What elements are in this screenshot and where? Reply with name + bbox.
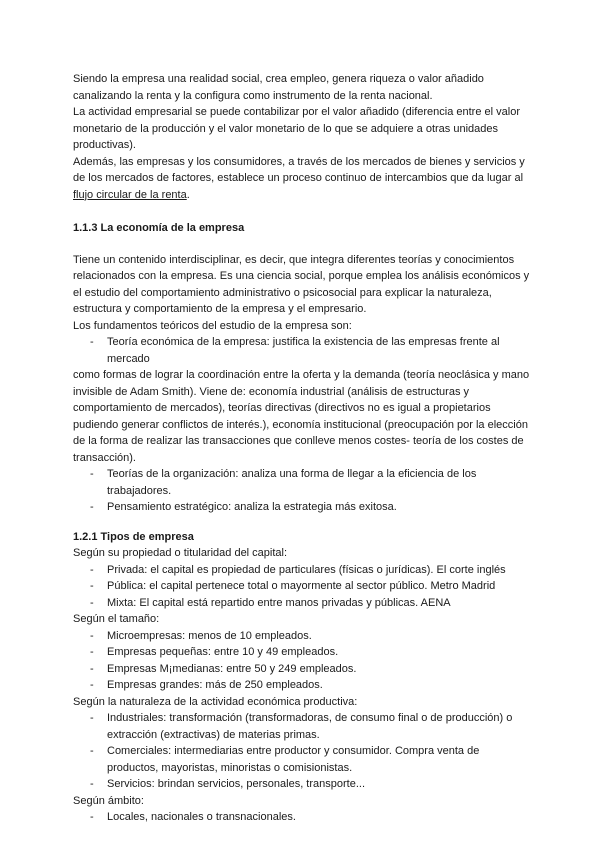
list-item-text: Locales, nacionales o transnacionales. [107, 811, 296, 823]
dash-bullet: - [90, 596, 94, 609]
dash-bullet: - [90, 778, 94, 790]
section-heading-economia: 1.1.3 La economía de la empresa [73, 222, 245, 234]
economia-paragraph-2: Los fundamentos teóricos del estudio de la empresa son: [73, 319, 352, 332]
list-item-text: Servicios: brindan servicios, personales, transporte... [107, 778, 366, 790]
dash-bullet: - [90, 563, 94, 576]
document-body [73, 71, 533, 826]
list-item [73, 466, 533, 499]
group-label-naturaleza: Según la naturaleza de la actividad económica productiva: [73, 695, 358, 708]
list-item [73, 743, 533, 776]
list-item-text: Pública: el capital pertenece total o mayormente al sector público. Metro Madrid [107, 580, 496, 592]
intro-paragraph-1: Siendo la empresa una realidad social, crea empleo, genera riqueza o valor añadido canalizando la renta y la configura como instrumento de la renta nacional. [73, 73, 484, 102]
list-item-text: Privada: el capital es propiedad de particulares (físicas o jurídicas). El corte inglés [107, 563, 506, 576]
intro-paragraph-3-end: . [186, 188, 190, 201]
list-item [73, 628, 533, 645]
list-item-text: Mixta: El capital está repartido entre manos privadas y públicas. AENA [107, 596, 451, 609]
list-item-text: Empresas M¡medianas: entre 50 y 249 empleados. [107, 662, 357, 675]
fundamentos-list-b [73, 466, 533, 516]
dash-bullet: - [90, 662, 94, 675]
section-heading-tipos: 1.2.1 Tipos de empresa [73, 530, 194, 543]
group-label-tamano: Según el tamaño: [73, 613, 160, 625]
list-item [73, 644, 533, 661]
dash-bullet: - [90, 629, 94, 642]
list-item-text: Empresas pequeñas: entre 10 y 49 empleados. [107, 646, 339, 658]
list-item-text: Industriales: transformación (transformadoras, de consumo final o de producción) o extracción (extractivas) de materias primas. [107, 712, 513, 741]
list-item [73, 710, 533, 743]
group-label-propiedad: Según su propiedad o titularidad del capital: [73, 547, 288, 559]
list-ambito [73, 809, 533, 826]
dash-bullet: - [90, 580, 94, 592]
list-item-text: Teoría económica de la empresa: justifica la existencia de las empresas frente al mercado [107, 336, 500, 365]
intro-paragraph-3 [73, 154, 533, 204]
list-item [73, 661, 533, 678]
list-naturaleza [73, 710, 533, 793]
dash-bullet: - [90, 745, 94, 757]
list-item-text: Pensamiento estratégico: analiza la estrategia más exitosa. [107, 501, 397, 513]
list-item-text: Comerciales: intermediarias entre productor y consumidor. Compra venta de productos, mayoristas, minoristas o comisionistas. [107, 745, 480, 774]
list-item [73, 562, 533, 579]
list-item [73, 499, 533, 516]
list-item [73, 776, 533, 793]
intro-paragraph-2: La actividad empresarial se puede contabilizar por el valor añadido (diferencia entre el valor monetario de la producción y el valor monetario de lo que se adquiere a otras unidades productivas). [73, 106, 520, 151]
list-item [73, 334, 533, 367]
economia-paragraph-1: Tiene un contenido interdisciplinar, es decir, que integra diferentes teorías y conocimientos relacionados con la empresa. Es una ciencia social, porque emplea los análisis económicos y el estudio del comportamiento administrativo o psicosocial para explicar la naturaleza, estructura y comportamiento de la empresa y el empresario. [73, 253, 530, 315]
economia-paragraph-3: como formas de lograr la coordinación entre la oferta y la demanda (teoría neoclásica y mano invisible de Adam Smith). Viene de: economía industrial (análisis de estructuras y comportamiento de mercados), teorías directivas (directivos no es igual a propietarios pudiendo generar conflictos de interés.), economía institucional (preocupación por la elección de la forma de realizar las transacciones que conlleve menos costes- teoría de los costes de transacción). [73, 369, 530, 464]
group-label-ambito: Según ámbito: [73, 794, 144, 807]
list-tamano [73, 628, 533, 694]
list-item [73, 595, 533, 612]
list-propiedad [73, 562, 533, 612]
dash-bullet: - [90, 712, 94, 724]
list-item [73, 809, 533, 826]
list-item-text: Empresas grandes: más de 250 empleados. [107, 679, 323, 691]
intro-paragraph-3-text: Además, las empresas y los consumidores, a través de los mercados de bienes y servicios y de los mercados de factores, establece un proceso continuo de intercambios que da lugar al [73, 155, 525, 184]
dash-bullet: - [90, 679, 94, 691]
dash-bullet: - [90, 811, 94, 823]
dash-bullet: - [90, 468, 94, 480]
list-item-text: Microempresas: menos de 10 empleados. [107, 629, 312, 642]
fundamentos-list-a [73, 334, 533, 367]
dash-bullet: - [90, 501, 94, 513]
dash-bullet: - [90, 336, 94, 348]
list-item-text: Teorías de la organización: analiza una forma de llegar a la eficiencia de los trabajadores. [107, 468, 477, 497]
flujo-circular-link[interactable]: flujo circular de la renta [73, 188, 187, 201]
dash-bullet: - [90, 646, 94, 658]
list-item [73, 578, 533, 595]
list-item [73, 677, 533, 694]
